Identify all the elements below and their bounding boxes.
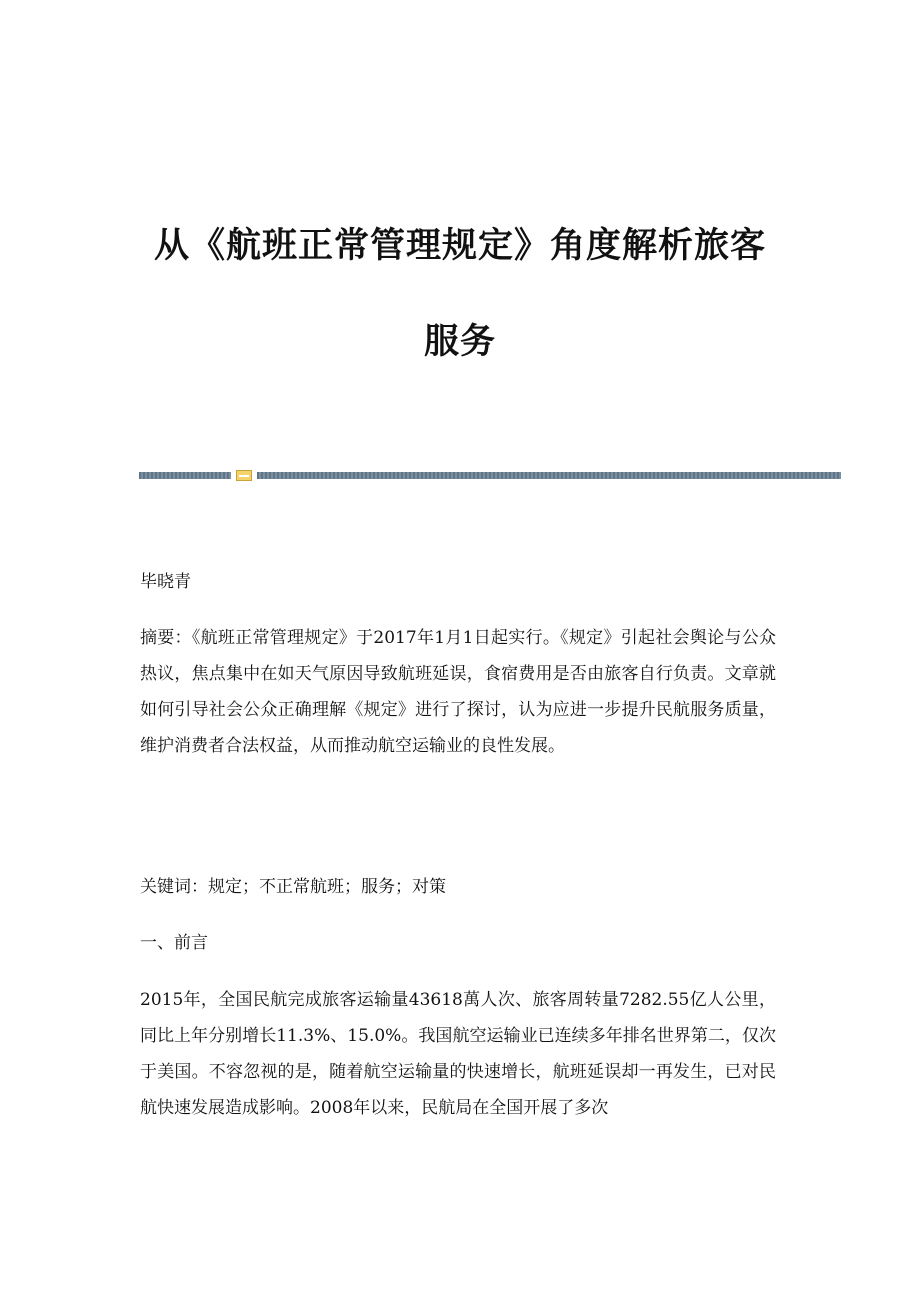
divider-bar-right	[257, 472, 841, 479]
author-name: 毕晓青	[140, 572, 191, 592]
keywords-line: 关键词：规定；不正常航班；服务；对策	[140, 877, 446, 897]
divider-bar-left	[139, 472, 231, 479]
divider-ornament-icon	[236, 470, 252, 481]
intro-paragraph: 2015年，全国民航完成旅客运输量43618萬人次、旅客周转量7282.55亿人公里，同比上年分别增长11.3%、15.0%。我国航空运输业已连续多年排名世界第二，仅次于美国。不容忽视的是，随着航空运输量的快速增长，航班延误却一再发生，已对民航快速发展造成影响。2008年以来，民航局在全国开展了多次	[140, 990, 776, 1118]
section-heading-preface: 一、前言	[140, 933, 208, 953]
document-title-line-1: 从《航班正常管理规定》角度解析旅客	[153, 226, 766, 266]
title-divider	[139, 470, 841, 480]
document-title-line-2: 服务	[423, 322, 496, 362]
abstract-paragraph: 摘要：《航班正常管理规定》于2017年1月1日起实行。《规定》引起社会舆论与公众热议，焦点集中在如天气原因导致航班延误，食宿费用是否由旅客自行负责。文章就如何引导社会公众正确理解《规定》进行了探讨，认为应进一步提升民航服务质量，维护消费者合法权益，从而推动航空运输业的良性发展。	[140, 628, 776, 756]
